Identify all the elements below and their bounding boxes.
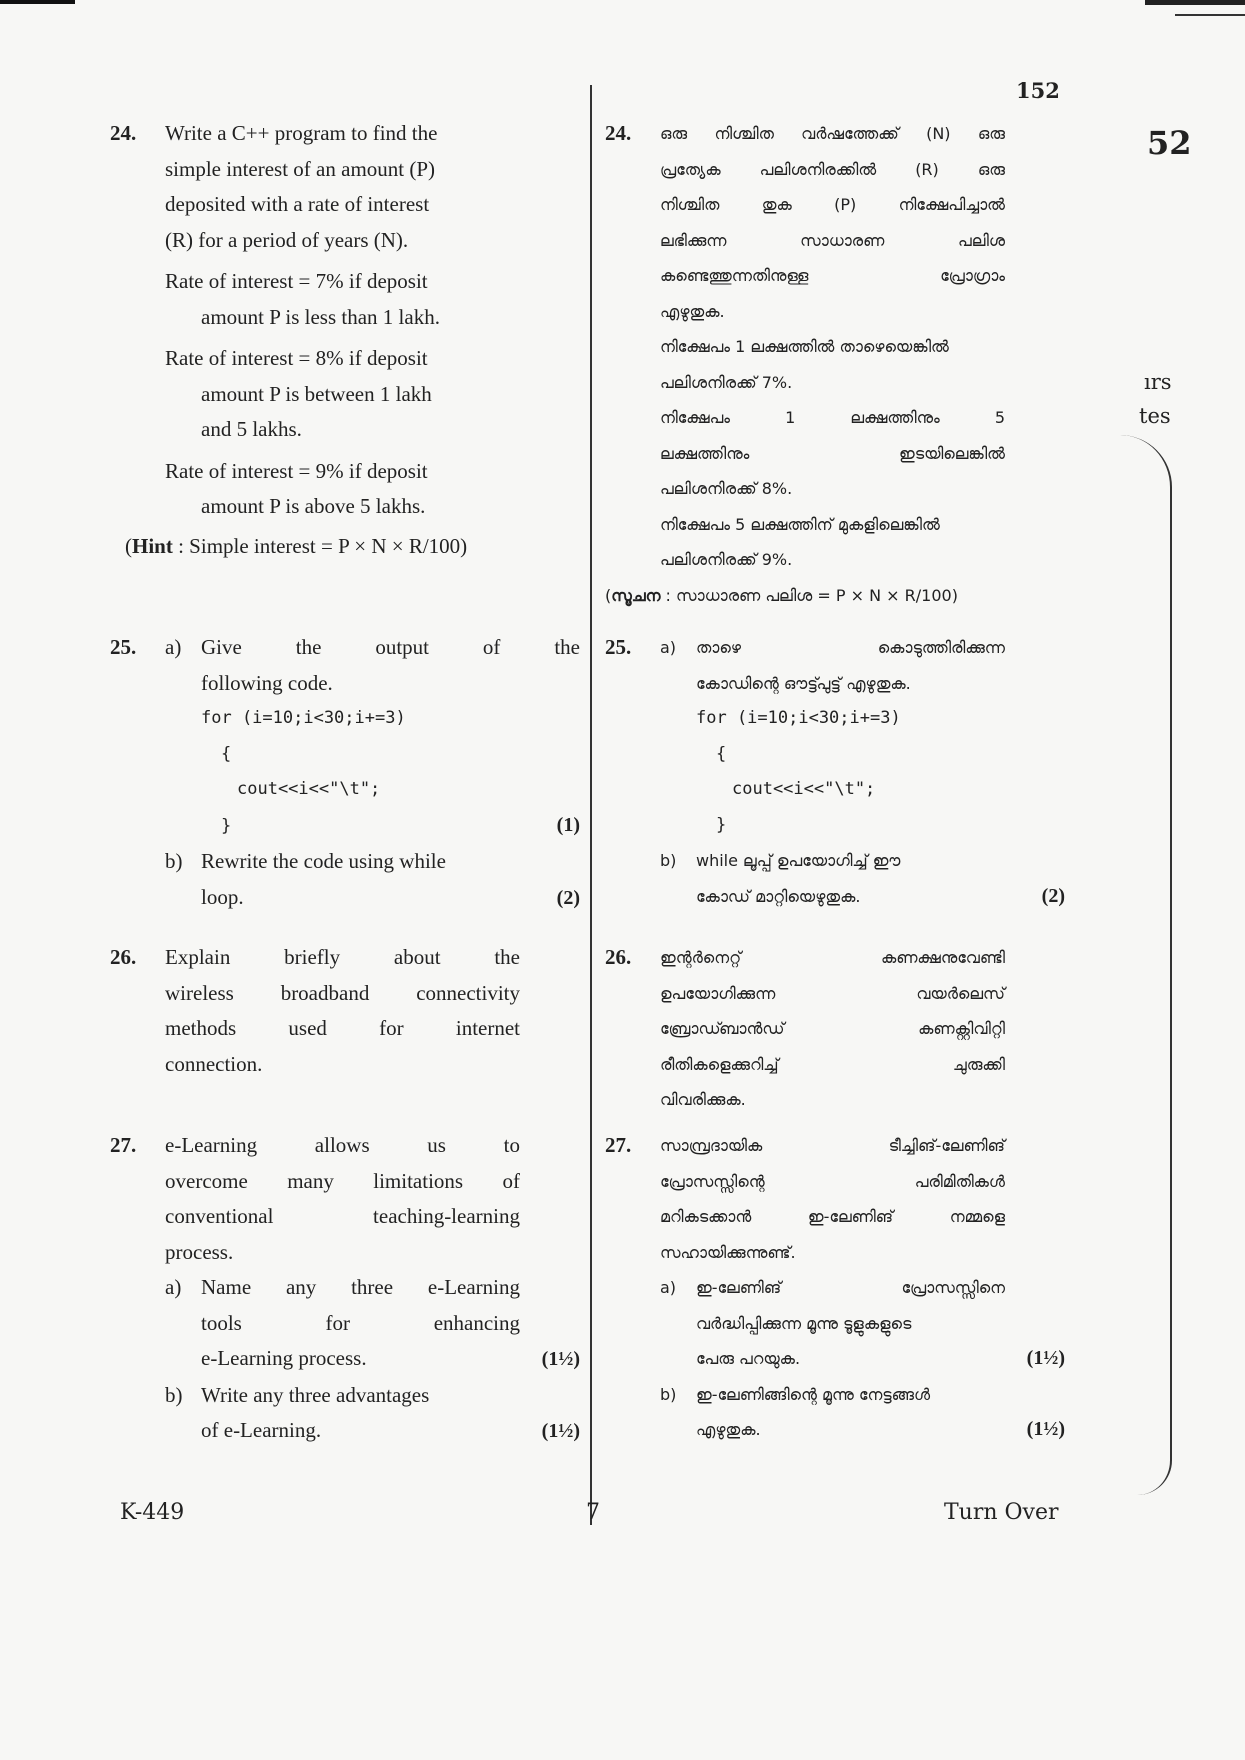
- question-text: deposited with a rate of interest: [165, 192, 430, 216]
- marks: (1½): [1026, 1347, 1065, 1369]
- code-line: for (i=10;i<30;i+=3): [201, 708, 406, 728]
- rate-condition: Rate of interest = 8% if deposit: [165, 346, 428, 370]
- question-text: simple interest of an amount (P): [165, 156, 436, 181]
- edge-text-fragment: tes: [1139, 404, 1171, 428]
- question-text: Write a C++ program to find the: [165, 121, 438, 145]
- question-26-ml: 26. ഇന്റർനെറ്റ് കണക്ഷനുവേണ്ടി ഉപയോഗിക്കുന്ന വയർലെസ് ബ്രോഡ്ബാൻഡ് കണക്റ്റിവിറ്റി രീതികളെക്കുറിച്ച് ചുരുക്കി വിവരിക്കുക.: [605, 940, 1065, 1118]
- question-24-en: [110, 116, 580, 564]
- code-line: for (i=10;i<30;i+=3): [696, 708, 901, 728]
- edge-text-fragment: ırs: [1144, 370, 1172, 394]
- rate-condition: amount P is above 5 lakhs.: [201, 494, 426, 518]
- scan-edge-mark: [1175, 14, 1245, 16]
- marks: (2): [1041, 884, 1065, 907]
- rate-condition: ലക്ഷത്തിനും ഇടയിലെങ്കിൽ: [660, 443, 1005, 463]
- question-number: 24.: [605, 121, 632, 145]
- code-line: }: [221, 815, 232, 836]
- rate-condition: പലിശനിരക്ക് 7%.: [660, 372, 793, 392]
- question-number: 25.: [605, 635, 632, 659]
- rate-condition: amount P is less than 1 lakh.: [201, 304, 440, 329]
- edge-page-fragment: 52: [1147, 124, 1192, 162]
- question-number: 25.: [110, 635, 137, 659]
- marks: (1½): [541, 1348, 580, 1370]
- question-26-en: 26. Explain briefly about the wireless broadband connectivity methods used for internet connection.: [110, 940, 580, 1082]
- page-number: 7: [586, 1500, 600, 1525]
- question-number: 27.: [110, 1133, 137, 1157]
- question-27-en: 27. e-Learning allows us to overcome many limitations of conventional teaching-learning process. a) Name any three e-Learning tools for enhancing e-Learning process. (1½) b) Write any three advantages of e-Learning. (1½): [110, 1128, 580, 1450]
- rate-condition: and 5 lakhs.: [201, 417, 302, 441]
- rate-condition: amount P is between 1 lakh: [201, 381, 432, 406]
- question-25-en: 25. a) Give the output of the following code. for (i=10;i<30;i+=3) { cout<<i<<"\t"; } (1) b) Rewrite the code using while loop. (2): [110, 630, 580, 916]
- question-number: 26.: [110, 945, 137, 969]
- question-number: 26.: [605, 945, 632, 969]
- turn-over: Turn Over: [944, 1500, 1059, 1525]
- code-line: {: [221, 743, 232, 764]
- marks: (1½): [1026, 1418, 1065, 1440]
- rate-condition: നിക്ഷേപം 1 ലക്ഷത്തിൽ താഴെയെങ്കിൽ: [660, 337, 949, 356]
- margin-bracket: [1120, 435, 1172, 1495]
- question-25-ml: 25. a) താഴെ കൊടുത്തിരിക്കുന്ന കോഡിന്റെ ഔട്ട്പുട്ട് എഴുതുക. for (i=10;i<30;i+=3) { cout<<i<<"\t"; } b) while ലൂപ്പ് ഉപയോഗിച്ച് ഈ കോഡ് മാറ്റിയെഴുതുക. (2): [605, 630, 1065, 914]
- marks: (2): [556, 886, 580, 909]
- column-divider: [590, 85, 592, 1525]
- code-line: }: [716, 814, 727, 835]
- rate-condition: നിക്ഷേപം 1 ലക്ഷത്തിനും 5: [660, 408, 1005, 427]
- rate-condition: പലിശനിരക്ക് 9%.: [660, 550, 793, 569]
- code-line: {: [716, 743, 727, 764]
- rate-condition: Rate of interest = 9% if deposit: [165, 458, 428, 483]
- page-number-top: 152: [1016, 78, 1060, 103]
- hint: (Hint : Simple interest = P × N × R/100): [125, 533, 468, 558]
- code-line: cout<<i<<"\t";: [237, 779, 381, 799]
- question-24-ml: 24. ഒരു നിശ്ചിത വർഷത്തേക്ക് (N) ഒരു പ്രത്യേക പലിശനിരക്കിൽ (R) ഒരു നിശ്ചിത തുക (P) നിക്ഷേപിച്ചാൽ ലഭിക്കുന്ന സാധാരണ പലിശ കണ്ടെത്തുന്നതിനുള്ള പ്രോഗ്രാം എഴുതുക. നിക്ഷേപം 1 ലക്ഷത്തിൽ താഴെയെങ്കിൽ പലിശനിരക്ക് 7%. നിക്ഷേപം 1 ലക്ഷത്തിനും 5 ലക്ഷത്തിനും ഇടയിലെങ്കിൽ പലിശനിരക്ക് 8%. നിക്ഷേപം 5 ലക്ഷത്തിന് മുകളിലെങ്കിൽ പലിശനിരക്ക് 9%. (സൂചന : സാധാരണ പലിശ = P × N × R/100): [605, 116, 1065, 613]
- question-text: (R) for a period of years (N).: [165, 227, 409, 252]
- marks: (1½): [541, 1420, 580, 1442]
- rate-condition: Rate of interest = 7% if deposit: [165, 269, 428, 293]
- rate-condition: പലിശനിരക്ക് 8%.: [660, 479, 793, 498]
- scan-edge-mark: [1145, 0, 1245, 5]
- hint: (സൂചന : സാധാരണ പലിശ = P × N × R/100): [605, 585, 958, 605]
- code-line: cout<<i<<"\t";: [732, 779, 876, 799]
- question-number: 27.: [605, 1133, 632, 1157]
- question-27-ml: 27. സാമ്പ്രദായിക ടീച്ചിങ്-ലേണിങ് പ്രോസസ്സിന്റെ പരിമിതികൾ മറികടക്കാൻ ഇ-ലേണിങ് നമ്മളെ സഹായിക്കുന്നുണ്ട്. a) ഇ-ലേണിങ് പ്രോസസ്സിനെ വർദ്ധിപ്പിക്കുന്ന മൂന്നു ടൂളുകളുടെ പേരു പറയുക. (1½) b) ഇ-ലേണിങ്ങിന്റെ മൂന്നു നേട്ടങ്ങൾ എഴുതുക. (1½): [605, 1128, 1065, 1448]
- paper-code: K-449: [120, 1500, 185, 1525]
- question-number: 24.: [110, 121, 137, 145]
- scan-edge-mark: [0, 0, 75, 4]
- rate-condition: നിക്ഷേപം 5 ലക്ഷത്തിന് മുകളിലെങ്കിൽ: [660, 514, 940, 534]
- marks: (1): [556, 813, 580, 836]
